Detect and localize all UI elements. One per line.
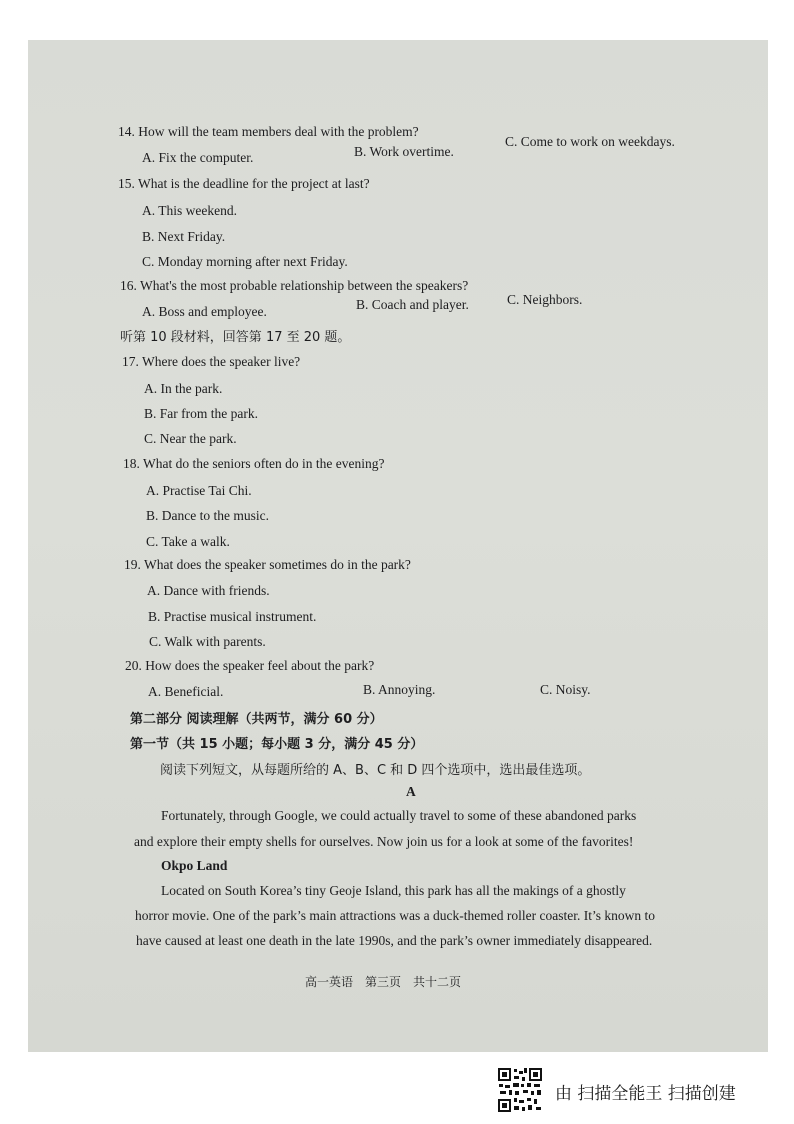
question-17-option-a: A. In the park. xyxy=(144,381,223,396)
question-14-option-c: C. Come to work on weekdays. xyxy=(505,134,675,149)
listening-instruction: 听第 10 段材料，回答第 17 至 20 题。 xyxy=(120,330,351,345)
passage-line-3: Located on South Korea’s tiny Geoje Island, this park has all the makings of a ghostly xyxy=(161,883,626,898)
question-16-stem: 16. What's the most probable relationship between the speakers? xyxy=(120,278,469,293)
question-14-stem: 14. How will the team members deal with the problem? xyxy=(118,124,419,139)
question-14-option-b: B. Work overtime. xyxy=(354,144,454,159)
reading-instruction: 阅读下列短文，从每题所给的 A、B、C 和 D 四个选项中，选出最佳选项。 xyxy=(160,763,591,778)
question-20-stem: 20. How does the speaker feel about the park? xyxy=(125,658,375,673)
question-15-option-a: A. This weekend. xyxy=(142,203,237,218)
question-17-stem: 17. Where does the speaker live? xyxy=(122,354,301,369)
passage-line-4: horror movie. One of the park’s main attractions was a duck-themed roller coaster. It’s known to xyxy=(135,908,655,923)
question-19-option-c: C. Walk with parents. xyxy=(149,634,266,649)
scanner-watermark-text: 由 扫描全能王 扫描创建 xyxy=(555,1084,736,1104)
question-17-option-b: B. Far from the park. xyxy=(144,406,258,421)
passage-heading: Okpo Land xyxy=(161,858,228,873)
passage-line-1: Fortunately, through Google, we could actually travel to some of these abandoned parks xyxy=(161,808,637,823)
question-15-option-c: C. Monday morning after next Friday. xyxy=(142,254,348,269)
question-15-option-b: B. Next Friday. xyxy=(142,229,226,244)
question-18-option-c: C. Take a walk. xyxy=(146,534,230,549)
question-18-stem: 18. What do the seniors often do in the evening? xyxy=(123,456,385,471)
question-16-option-a: A. Boss and employee. xyxy=(142,304,267,319)
question-14-option-a: A. Fix the computer. xyxy=(142,150,254,165)
passage-line-5: have caused at least one death in the late 1990s, and the park’s owner immediately disappeared. xyxy=(136,933,653,948)
exam-page xyxy=(28,40,768,1052)
question-18-option-b: B. Dance to the music. xyxy=(146,508,269,523)
question-19-option-b: B. Practise musical instrument. xyxy=(148,609,317,624)
passage-letter: A xyxy=(406,784,416,799)
question-20-option-c: C. Noisy. xyxy=(540,682,591,697)
question-16-option-c: C. Neighbors. xyxy=(507,292,583,307)
part2-section1-title: 第一节（共 15 小题；每小题 3 分，满分 45 分） xyxy=(130,737,424,752)
question-20-option-b: B. Annoying. xyxy=(363,682,436,697)
question-16-option-b: B. Coach and player. xyxy=(356,297,469,312)
passage-line-2: and explore their empty shells for ourselves. Now join us for a look at some of the favorites! xyxy=(134,834,634,849)
qr-code-icon xyxy=(497,1067,543,1113)
question-17-option-c: C. Near the park. xyxy=(144,431,237,446)
question-20-option-a: A. Beneficial. xyxy=(148,684,224,699)
question-19-option-a: A. Dance with friends. xyxy=(147,583,270,598)
question-19-stem: 19. What does the speaker sometimes do in the park? xyxy=(124,557,411,572)
question-15-stem: 15. What is the deadline for the project at last? xyxy=(118,176,370,191)
page-footer: 高一英语 第三页 共十二页 xyxy=(305,975,462,989)
question-18-option-a: A. Practise Tai Chi. xyxy=(146,483,252,498)
part2-title: 第二部分 阅读理解（共两节，满分 60 分） xyxy=(130,712,383,727)
